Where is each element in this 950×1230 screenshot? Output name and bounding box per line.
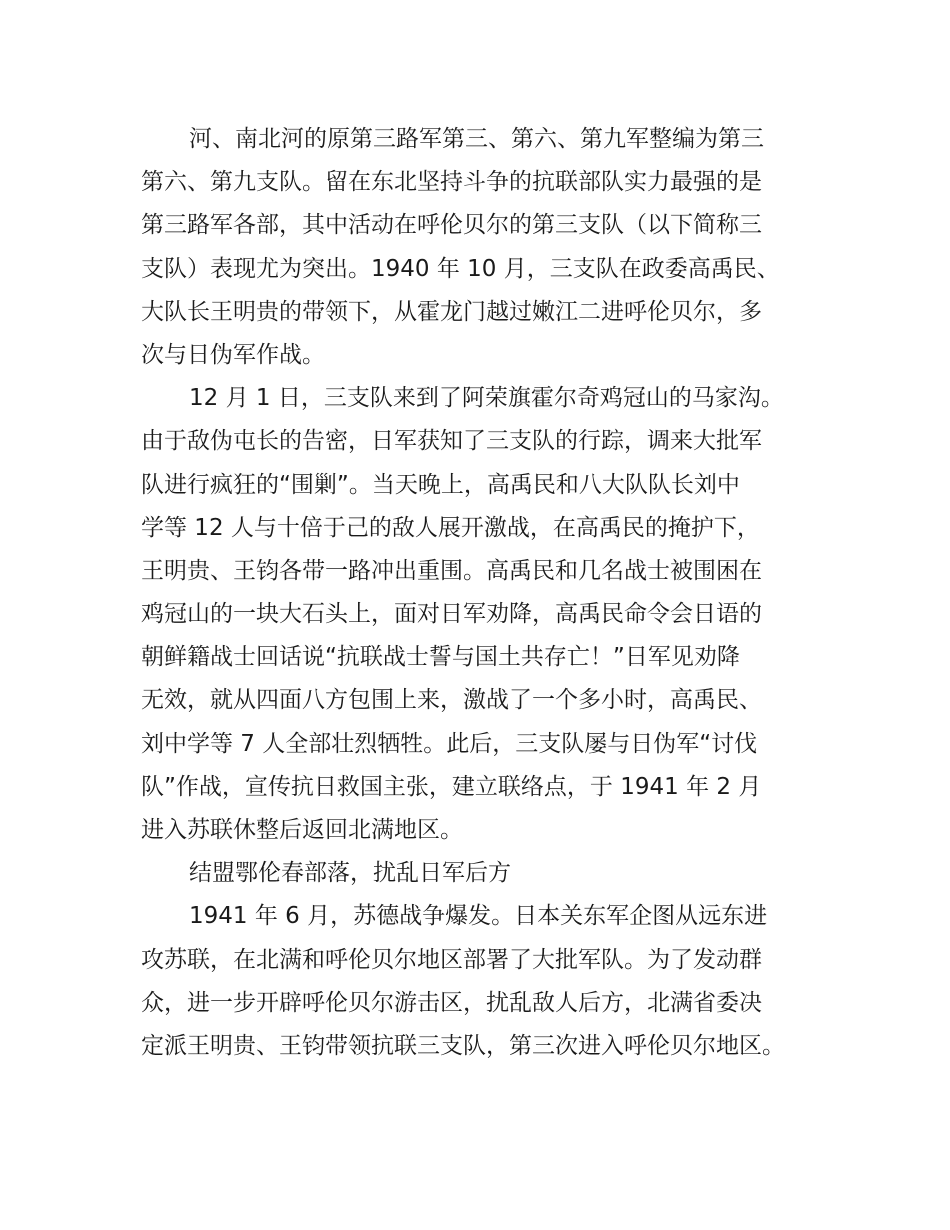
text-line: 朝鲜籍战士回话说“抗联战士誓与国土共存亡！”日军见劝降 xyxy=(141,644,740,671)
text-line: 大队长王明贵的带领下，从霍龙门越过嫩江二进呼伦贝尔，多 xyxy=(141,298,762,325)
text-line: 鸡冠山的一块大石头上，面对日军劝降，高禹民命令会日语的 xyxy=(141,601,762,628)
text-line: 支队）表现尤为突出。1940 年 10 月，三支队在政委高禹民、 xyxy=(141,255,780,282)
paragraph-1 xyxy=(141,118,831,377)
section-heading xyxy=(141,852,831,895)
text-line: 由于敌伪屯长的告密，日军获知了三支队的行踪，调来大批军 xyxy=(141,428,762,455)
text-line: 定派王明贵、王钧带领抗联三支队，第三次进入呼伦贝尔地区。 xyxy=(141,1032,785,1059)
text-line: 无效，就从四面八方包围上来，激战了一个多小时，高禹民、 xyxy=(141,687,762,714)
text-line: 1941 年 6 月，苏德战争爆发。日本关东军企图从远东进 xyxy=(189,903,768,930)
text-line: 12 月 1 日，三支队来到了阿荣旗霍尔奇鸡冠山的马家沟。 xyxy=(189,385,784,412)
paragraph-3 xyxy=(141,895,831,1068)
text-line: 河、南北河的原第三路军第三、第六、第九军整编为第三 xyxy=(189,126,764,152)
text-line: 众，进一步开辟呼伦贝尔游击区，扰乱敌人后方，北满省委决 xyxy=(141,989,762,1016)
text-line: 次与日伪军作战。 xyxy=(141,341,325,368)
text-line: 进入苏联休整后返回北满地区。 xyxy=(141,817,463,843)
heading-text: 结盟鄂伦春部落，扰乱日军后方 xyxy=(189,860,511,887)
document-body xyxy=(141,118,831,1068)
text-line: 队”作战，宣传抗日救国主张，建立联络点，于 1941 年 2 月 xyxy=(141,773,762,800)
text-line: 队进行疯狂的“围剿”。当天晚上，高禹民和八大队队长刘中 xyxy=(141,471,740,498)
text-line: 学等 12 人与十倍于己的敌人展开激战，在高禹民的掩护下， xyxy=(141,514,760,541)
text-line: 刘中学等 7 人全部壮烈牺牲。此后，三支队屡与日伪军“讨伐 xyxy=(141,730,758,757)
text-line: 攻苏联，在北满和呼伦贝尔地区部署了大批军队。为了发动群 xyxy=(141,946,762,973)
text-line: 第六、第九支队。留在东北坚持斗争的抗联部队实力最强的是 xyxy=(141,169,762,196)
text-line: 第三路军各部，其中活动在呼伦贝尔的第三支队（以下简称三 xyxy=(141,212,762,239)
text-line: 王明贵、王钧各带一路冲出重围。高禹民和几名战士被围困在 xyxy=(141,557,762,584)
paragraph-2 xyxy=(141,377,831,852)
